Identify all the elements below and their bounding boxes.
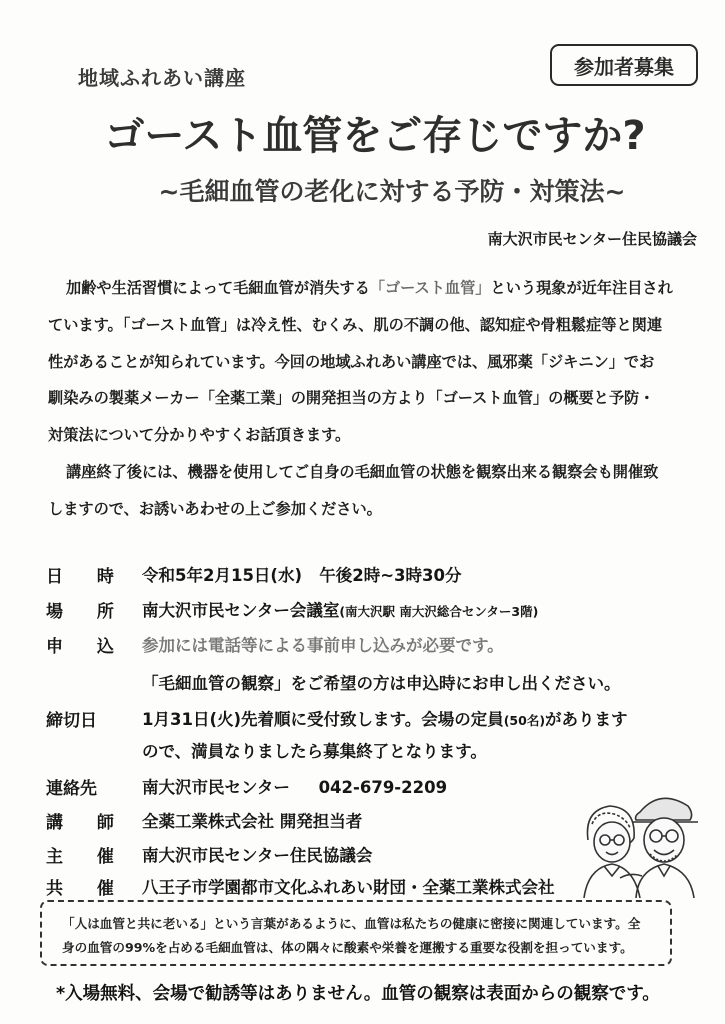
page-subtitle: ~毛細血管の老化に対する予防・対策法~: [158, 177, 626, 206]
deadline-line-1: [142, 706, 628, 730]
series-title: 地域ふれあい講座: [78, 66, 246, 90]
apply-line-2: 「毛細血管の観察」をご希望の方は申込時にお申し出ください。: [142, 674, 621, 693]
contact-name: 南大沢市民センター: [142, 778, 290, 797]
intro-line: しますので、お誘いあわせの上ご参加ください。: [48, 499, 382, 518]
notice-box: 「人は血管と共に老いる」という言葉があるように、血管は私たちの健康に密接に関連しています。全身の血管の99%を占める毛細血管は、体の隅々に酸素や栄養を運搬する重要な役割を担っています。: [40, 900, 672, 966]
intro-line: 馴染みの製薬メーカー「全薬工業」の開発担当の方より「ゴースト血管」の概要と予防・: [48, 389, 655, 408]
capacity-note: (50名): [503, 713, 546, 728]
datetime-date: 令和5年2月15日(水): [142, 566, 303, 585]
intro-line: ています。「ゴースト血管」は冷え性、むくみ、肌の不調の他、認知症や骨粗鬆症等と関連: [48, 315, 663, 334]
host-value: 南大沢市民センター住民協議会: [142, 846, 373, 865]
footer-note: *入場無料、会場で勧誘等はありません。血管の観察は表面からの観察です。: [56, 984, 660, 1004]
host-label: 主 催: [46, 847, 128, 867]
lecturer-label: 講 師: [46, 813, 128, 833]
intro-line: 対策法について分かりやすくお話頂きます。: [48, 426, 351, 445]
cohost-value: 八王子市学園都市文化ふれあい財団・全薬工業株式会社: [142, 878, 555, 897]
place-name: 南大沢市民センター会議室: [142, 601, 340, 620]
intro-line-end: という現象が近年注目され: [490, 279, 673, 297]
recruit-badge: 参加者募集: [550, 44, 698, 86]
lecturer-value: 全薬工業株式会社 開発担当者: [142, 812, 363, 831]
datetime-label: 日 時: [46, 567, 128, 587]
place-note: (南大沢駅 南大沢総合センター3階): [339, 604, 539, 619]
elderly-couple-illustration: [574, 778, 704, 898]
deadline-text-end: があります: [545, 710, 628, 729]
deadline-line-2: ので、満員なりましたら募集終了となります。: [142, 742, 487, 761]
datetime-value: [142, 562, 462, 586]
intro-line-start: 加齢や生活習慣によって毛細血管が消失する: [66, 279, 370, 297]
datetime-time: 午後2時~3時30分: [319, 566, 462, 585]
apply-label: 申 込: [46, 637, 128, 657]
intro-line: [48, 270, 698, 307]
highlight-term: 「ゴースト血管」: [369, 279, 491, 297]
place-label: 場 所: [46, 602, 128, 622]
place-value: [142, 597, 538, 621]
deadline-label: 締切日: [46, 711, 97, 731]
contact-phone: 042-679-2209: [318, 778, 448, 797]
contact-value: [142, 774, 447, 798]
deadline-text: 1月31日(火)先着順に受付致します。会場の定員: [142, 710, 504, 729]
contact-label: 連絡先: [46, 779, 97, 799]
intro-text: [48, 270, 698, 528]
intro-line: 講座終了後には、機器を使用してご自身の毛細血管の状態を観察出来る観察会も開催致: [66, 462, 659, 481]
page-title: ゴースト血管をご存じですか?: [104, 113, 646, 159]
apply-line-1: 参加には電話等による事前申し込みが必要です。: [142, 636, 504, 655]
organizer-name: 南大沢市民センター住民協議会: [487, 230, 697, 248]
intro-line: 性があることが知られています。今回の地域ふれあい講座では、風邪薬「ジキニン」でお: [48, 352, 655, 371]
cohost-label: 共 催: [46, 879, 128, 899]
